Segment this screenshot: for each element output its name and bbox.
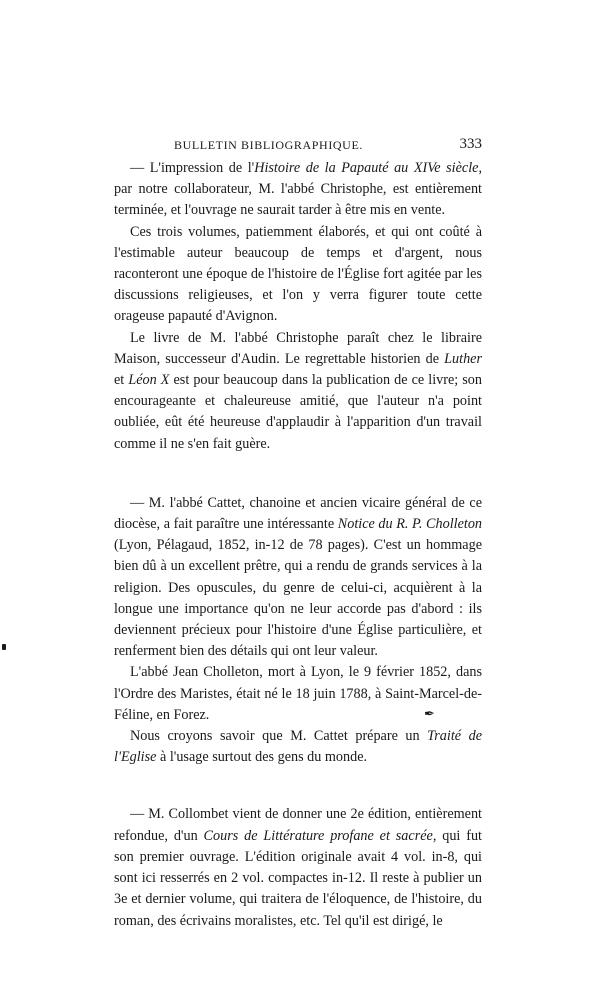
p6-title: Traité de l'Eglise <box>114 728 482 766</box>
p7-title: Cours de Littérature profane et sacrée <box>203 827 433 844</box>
p1-text-c: , par notre collaborateur, M. l'abbé Christophe, est entièrement terminée, et l'ouvrage ne saurait tarder à être mis en vente. <box>114 160 482 219</box>
paragraph-publisher <box>114 328 482 455</box>
paragraph-collombet-course <box>114 804 482 931</box>
p1-text-a: — L'impression de l' <box>130 160 255 176</box>
p3-text-e: est pour beaucoup dans la publication de ce livre; son encourageante et chaleureuse amitié, que l'auteur n'a point oubliée, eût été heureuse d'applaudir à l'apparition d'un travail comme il ne s'en fait guère. <box>114 372 482 452</box>
page-body <box>114 158 482 932</box>
page-header <box>114 136 482 158</box>
paragraph-cattet-treatise <box>114 726 482 768</box>
page-number: 333 <box>459 136 482 152</box>
p3-text-a: Le livre de M. l'abbé Christophe paraît chez le libraire Maison, successeur d'Audin. Le regrettable historien de <box>114 329 482 367</box>
p3-text-c: et <box>114 372 129 389</box>
paragraph-papacy-history <box>114 158 482 222</box>
p4-title: Notice du R. P. Cholleton <box>337 516 483 533</box>
paragraph-three-volumes: Ces trois volumes, patiemment élaborés, et qui ont coûté à l'estimable auteur beaucoup de temps et d'argent, nous raconteront une époque de l'histoire de l'Église fort agitée par les discussions religieuses, et l'on y verra figurer toute cette orageuse papauté d'Avignon. <box>114 223 482 325</box>
p7-text-c: , qui fut son premier ouvrage. L'édition originale avait 4 vol. in-8, qui sont ici resserrés en 2 vol. compactes in-12. Il reste à publier un 3e et dernier volume, qui traitera de l'éloquence, de l'histoire, du roman, des écrivains moralistes, etc. Tel qu'il est dirigé, le <box>114 827 482 929</box>
p7-text-a: — M. Collombet vient de donner une 2e édition, entièrement refondue, d'un <box>114 806 482 844</box>
paragraph-cholleton-bio: L'abbé Jean Cholleton, mort à Lyon, le 9 février 1852, dans l'Ordre des Maristes, était né le 18 juin 1788, à Saint-Marcel-de-Féline, en Forez. <box>114 664 482 723</box>
quill-mark-icon: ✒ <box>424 706 435 721</box>
p4-text-c: (Lyon, Pélagaud, 1852, in-12 de 78 pages). C'est un hommage bien dû à un excellent prêtre, qui a rendu de grands services à la religion. Des opuscules, du genre de celui-ci, acquièrent à la longue une importance qu'on ne leur accorde pas d'abord : ils deviennent précieux pour l'histoire d'une Église particulière, et renferment bien des détails qui ont leur valeur. <box>114 537 482 660</box>
p6-text-a: Nous croyons savoir que M. Cattet prépare un <box>130 728 428 745</box>
p3-title-luther: Luther <box>444 350 482 367</box>
section-gap <box>114 768 482 804</box>
p1-title: Histoire de la Papauté au XIVe siècle <box>254 160 479 176</box>
p4-text-a: — M. l'abbé Cattet, chanoine et ancien vicaire général de ce diocèse, a fait paraître une intéressante <box>114 494 482 533</box>
p3-title-leon: Léon X <box>128 372 170 389</box>
p6-text-c: à l'usage surtout des gens du monde. <box>156 749 368 766</box>
ink-spot-mark <box>2 644 6 650</box>
section-gap <box>114 455 482 493</box>
running-title: BULLETIN BIBLIOGRAPHIQUE. <box>174 138 363 152</box>
paragraph-cattet-notice <box>114 493 482 663</box>
